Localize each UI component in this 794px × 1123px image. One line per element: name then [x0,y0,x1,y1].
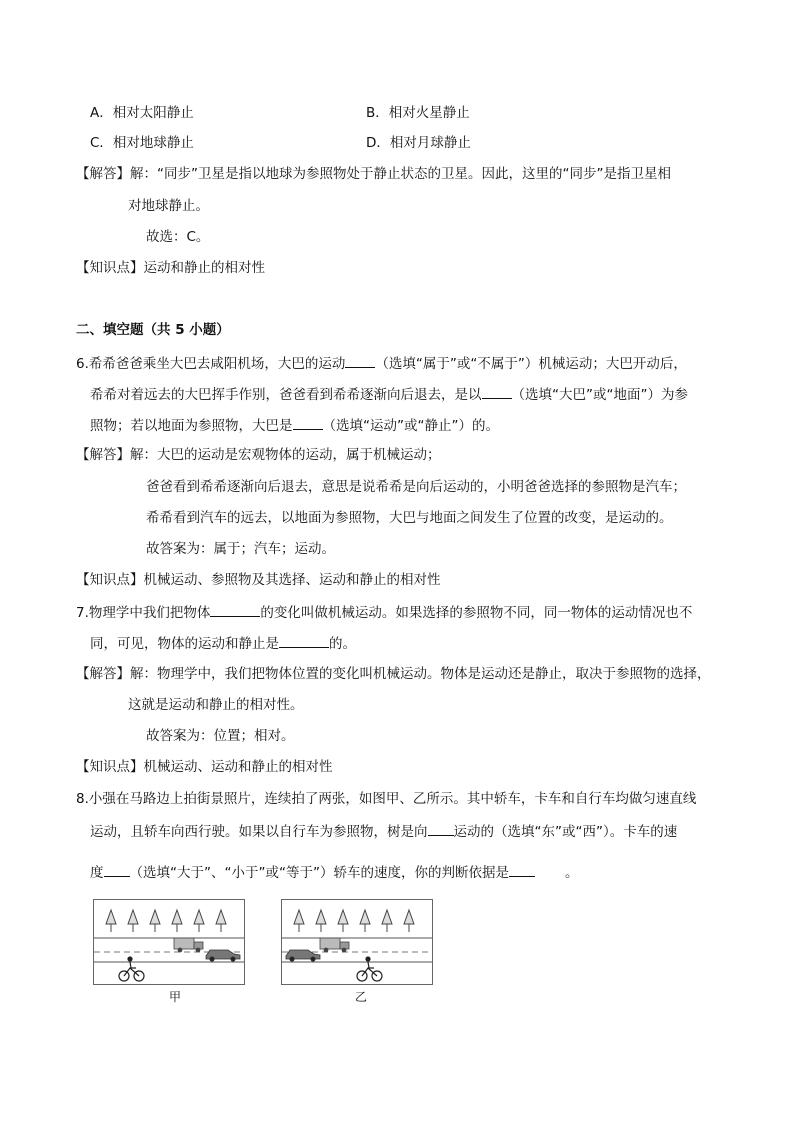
knowledge-tag: 【知识点】 [76,759,144,775]
q6-answer-line-3: 希希看到汽车的远去，以地面为参照物，大巴与地面之间发生了位置的改变，是运动的。 [146,510,673,526]
q7-text: 同，可见，物体的运动和静止是 [90,636,279,652]
q7-answer-line-3: 故答案为：位置；相对。 [146,728,295,744]
q6-answer-line-4: 故答案为：属于；汽车；运动。 [146,541,335,557]
answer-blank[interactable] [509,862,535,877]
answer-blank[interactable] [345,353,375,368]
knowledge-text: 机械运动、参照物及其选择、运动和静止的相对性 [143,572,441,588]
q7-answer-line-2: 这就是运动和静止的相对性。 [128,697,304,713]
knowledge-tag: 【知识点】 [76,260,144,276]
q8-text: （选填“大于”、“小于”或“等于”）轿车的速度，你的判断依据是 [129,865,509,881]
q8-text: 。 [564,865,579,881]
q5-knowledge-point [76,259,265,277]
answer-blank[interactable] [293,415,323,430]
truck-icon [320,938,349,952]
bicycle-icon [119,957,144,981]
q6-line-3 [90,415,499,435]
tree-row [106,910,226,932]
q7-knowledge-point [76,758,333,776]
q8-line-2 [90,821,677,841]
q6-text: 照物；若以地面为参照物，大巴是 [90,418,293,434]
answer-tag: 【解答】 [76,666,130,682]
q5-option-d: D．相对月球静止 [366,135,471,151]
figure-a-caption: 甲 [169,990,182,1004]
q6-answer-line-2: 爸爸看到希希逐渐向后退去，意思是说希希是向后运动的，小明爸爸选择的参照物是汽车； [146,479,686,495]
tree-row [294,910,414,932]
truck-icon [174,938,203,952]
q7-answer-line-1 [76,665,711,683]
q5-option-c: C．相对地球静止 [90,135,194,151]
q6-text: （选填“运动”或“静止”）的。 [322,418,499,434]
q6-text: （选填“属于”或“不属于”）机械运动；大巴开动后， [375,356,687,372]
q6-text: 希希对着远去的大巴挥手作别，爸爸看到希希逐渐向后退去，是以 [90,387,482,403]
q7-text: 7.物理学中我们把物体 [76,605,211,621]
answer-blank[interactable] [428,821,454,836]
q8-line-3 [90,862,578,882]
q7-text: 的。 [329,636,356,652]
answer-blank[interactable] [482,384,512,399]
street-figure-a [93,899,245,985]
street-figure-b [281,899,433,985]
q8-text: 运动的（选填“东”或“西”）。卡车的速 [453,824,678,840]
knowledge-tag: 【知识点】 [76,572,144,588]
q6-line-1 [76,353,687,373]
q6-text: 6.希希爸爸乘坐大巴去咸阳机场，大巴的运动 [76,356,346,372]
answer-blank[interactable] [210,602,260,617]
answer-tag: 【解答】 [76,166,130,182]
q7-text: 的变化叫做机械运动。如果选择的参照物不同，同一物体的运动情况也不 [260,605,693,621]
q6-knowledge-point [76,571,441,589]
q8-text: 度 [90,865,104,881]
q5-answer-line-1 [76,165,671,183]
q5-answer-line-2: 对地球静止。 [128,198,209,214]
answer-blank[interactable] [279,633,329,648]
q7-line-2 [90,633,356,653]
answer-text: 解：“同步”卫星是指以地球为参照物处于静止状态的卫星。因此，这里的“同步”是指卫星相 [130,166,671,182]
bicycle-icon [357,957,382,981]
answer-text: 解：大巴的运动是宏观物体的运动，属于机械运动； [130,447,441,463]
answer-text: 解：物理学中，我们把物体位置的变化叫机械运动。物体是运动还是静止，取决于参照物的选择， [130,666,711,682]
street-scene-a-illustration [94,900,244,984]
figure-b-caption: 乙 [355,990,368,1004]
q8-line-1: 8.小强在马路边上拍街景照片，连续拍了两张，如图甲、乙所示。其中轿车，卡车和自行车均做匀速直线 [76,791,697,807]
answer-tag: 【解答】 [76,447,130,463]
section-title: 二、填空题（共 5 小题） [76,322,230,338]
q5-answer-line-3: 故选：C。 [146,229,210,245]
knowledge-text: 机械运动、运动和静止的相对性 [143,759,333,775]
q6-answer-line-1 [76,446,441,464]
answer-blank[interactable] [104,862,130,877]
q7-line-1 [76,602,692,622]
q5-option-b: B．相对火星静止 [366,105,470,121]
q8-text: 运动，且轿车向西行驶。如果以自行车为参照物，树是向 [90,824,428,840]
q6-text: （选填“大巴”或“地面”）为参 [511,387,688,403]
street-scene-b-illustration [282,900,432,984]
q6-line-2 [90,384,688,404]
knowledge-text: 运动和静止的相对性 [143,260,265,276]
q5-option-a: A．相对太阳静止 [90,105,194,121]
